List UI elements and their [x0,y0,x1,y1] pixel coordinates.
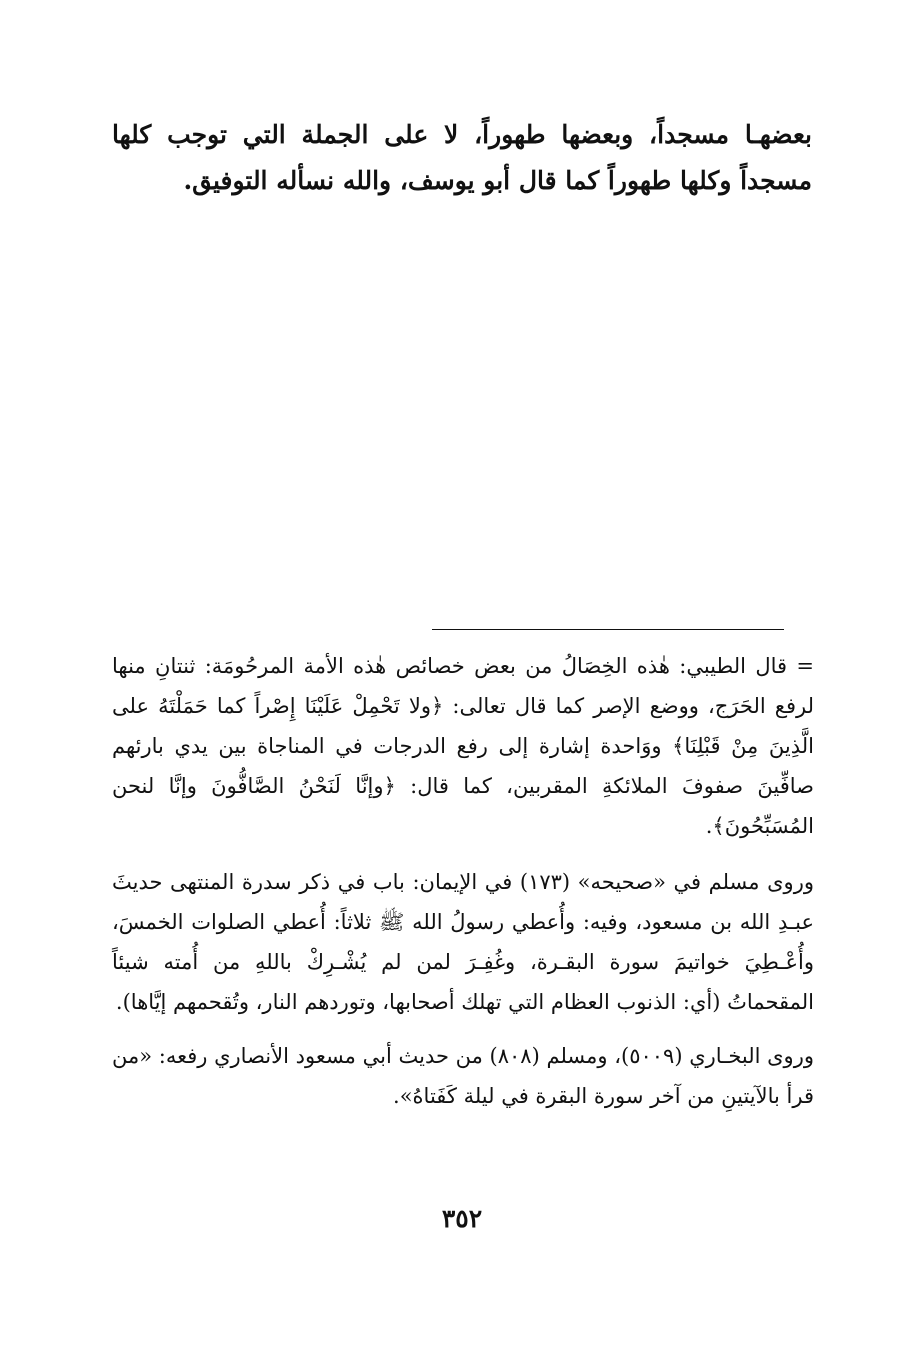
footnote-bukhari: وروى البخـاري (٥٠٠٩)، ومسلم (٨٠٨) من حديث أبي مسعود الأنصاري رفعه: «من قرأ بالآيتينِ من آخر سورة البقرة في ليلة كَفَتاهُ». [112,1044,814,1108]
page-number: ٣٥٢ [441,1204,483,1233]
main-text-block [112,112,812,204]
footnote-continued: = قال الطيبي: هٰذه الخِصَالُ من بعض خصائص هٰذه الأمة المرحُومَة: ثنتانِ منها لرفع الحَرَج، ووضع الإصر كما قال تعالى: ﴿ولا تَحْمِلْ عَلَيْنَا إِصْراً كما حَمَلْتَهُ على الَّذِينَ مِنْ قَبْلِنَا﴾ ووَاحدة إشارة إلى رفع الدرجات في المناجاة بين يدي بارئهم صافِّينَ صفوفَ الملائكةِ المقربين، كما قال: ﴿وإنَّا لَنَحْنُ الصَّافُّونَ وإنَّا لنحن المُسَبِّحُونَ﴾. [112,654,814,838]
footnote-separator-line [432,629,784,630]
main-paragraph: بعضهـا مسجداً، وبعضها طهوراً، لا على الجملة التي توجب كلها مسجداً وكلها طهوراً كما قال أبو يوسف، والله نسأله التوفيق. [112,120,812,195]
footnote-muslim: وروى مسلم في «صحيحه» (١٧٣) في الإيمان: باب في ذكر سدرة المنتهى حديثَ عبـدِ الله بن مسعود، وفيه: وأُعطي رسولُ الله ﷺ ثلاثاً: أُعطي الصلوات الخمسَ، وأُعْـطِيَ خواتيمَ سورة البقـرة، وغُفِـرَ لمن لم يُشْـرِكْ باللهِ من أُمته شيئاً المقحماتُ (أي: الذنوب العظام التي تهلك أصحابها، وتوردهم النار، وتُقحمهم إيَّاها). [112,870,814,1014]
footnotes-block [112,646,814,1130]
